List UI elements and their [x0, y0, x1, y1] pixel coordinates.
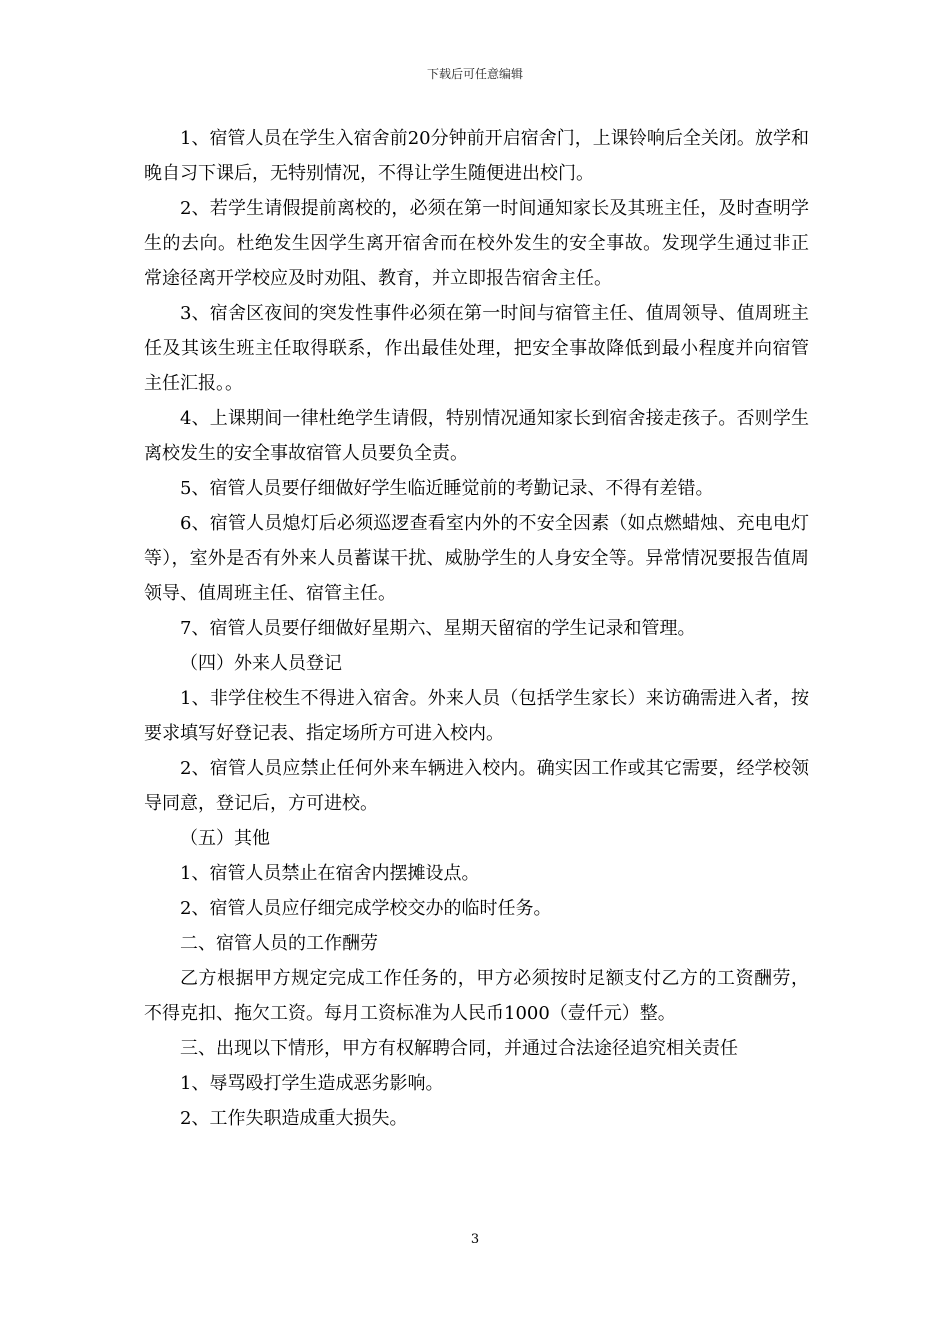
- section-heading-5: （五）其他: [180, 828, 270, 849]
- header-note: 下载后可任意编辑: [426, 67, 523, 81]
- paragraph-14: 2、工作失职造成重大损失。: [180, 1108, 408, 1129]
- paragraph-2: 2、若学生请假提前离校的，必须在第一时间通知家长及其班主任，及时查明学生的去向。杜绝发生因学生离开宿舍而在校外发生的安全事故。发现学生通过非正常途径离开学校应及时劝阻、教育，并立即报告宿舍主任。: [144, 198, 809, 289]
- paragraph-7: 7、宿管人员要仔细做好星期六、星期天留宿的学生记录和管理。: [180, 618, 696, 639]
- paragraph-5: 5、宿管人员要仔细做好学生临近睡觉前的考勤记录、不得有差错。: [180, 478, 714, 499]
- section-heading-4: （四）外来人员登记: [180, 653, 342, 674]
- paragraph-13: 1、辱骂殴打学生造成恶劣影响。: [180, 1073, 444, 1094]
- paragraph-12: 乙方根据甲方规定完成工作任务的，甲方必须按时足额支付乙方的工资酬劳，不得克扣、拖欠工资。每月工资标准为人民币1000（壹仟元）整。: [144, 968, 809, 1024]
- section-heading-2: 二、宿管人员的工作酬劳: [180, 933, 378, 954]
- page-number: 3: [470, 1232, 480, 1247]
- document-body: [144, 121, 809, 1136]
- paragraph-1: 1、宿管人员在学生入宿舍前20分钟前开启宿舍门，上课铃响后全关闭。放学和晚自习下课后，无特别情况，不得让学生随便进出校门。: [144, 128, 809, 184]
- paragraph-10: 1、宿管人员禁止在宿舍内摆摊设点。: [180, 863, 480, 884]
- paragraph-4: 4、上课期间一律杜绝学生请假，特别情况通知家长到宿舍接走孩子。否则学生离校发生的安全事故宿管人员要负全责。: [144, 408, 809, 464]
- paragraph-9: 2、宿管人员应禁止任何外来车辆进入校内。确实因工作或其它需要，经学校领导同意，登记后，方可进校。: [144, 758, 809, 814]
- paragraph-3: 3、宿舍区夜间的突发性事件必须在第一时间与宿管主任、值周领导、值周班主任及其该生班主任取得联系，作出最佳处理，把安全事故降低到最小程度并向宿管主任汇报。。: [144, 303, 809, 394]
- paragraph-6: 6、宿管人员熄灯后必须巡逻查看室内外的不安全因素（如点燃蜡烛、充电电灯等），室外是否有外来人员蓄谋干扰、威胁学生的人身安全等。异常情况要报告值周领导、值周班主任、宿管主任。: [144, 513, 809, 604]
- paragraph-8: 1、非学住校生不得进入宿舍。外来人员（包括学生家长）来访确需进入者，按要求填写好登记表、指定场所方可进入校内。: [144, 688, 809, 744]
- section-heading-3: 三、出现以下情形，甲方有权解聘合同，并通过合法途径追究相关责任: [180, 1038, 738, 1059]
- paragraph-11: 2、宿管人员应仔细完成学校交办的临时任务。: [180, 898, 552, 919]
